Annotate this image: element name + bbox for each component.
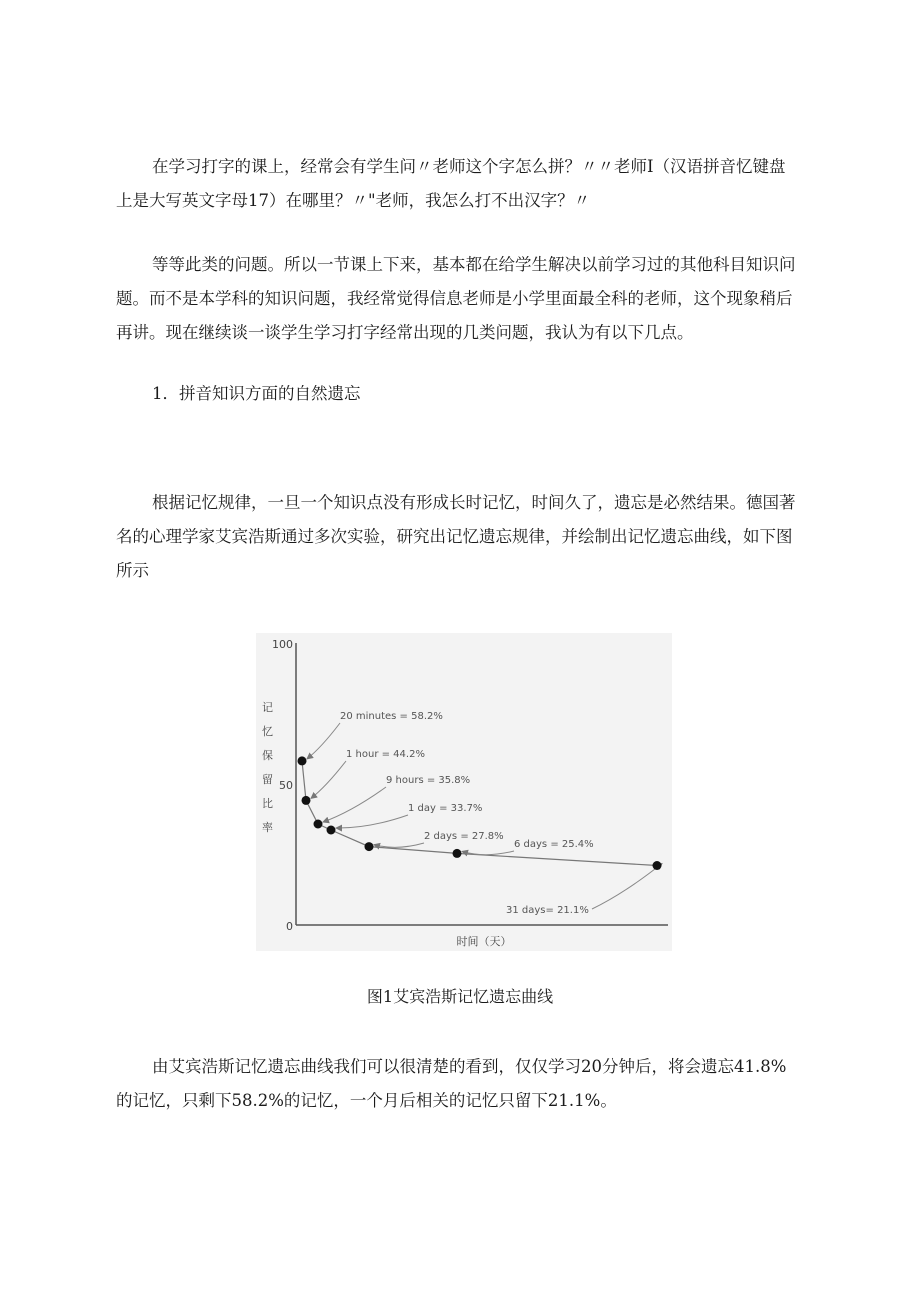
annotation-arrow (374, 843, 424, 847)
data-label: 20 minutes = 58.2% (340, 711, 443, 722)
forgetting-curve-figure (256, 633, 672, 951)
annotation-arrow (311, 761, 346, 798)
data-point (365, 842, 374, 851)
y-label-char: 留 (262, 773, 273, 786)
annotation-arrow (323, 787, 386, 822)
data-point (453, 849, 462, 858)
y-label-char: 忆 (262, 725, 273, 738)
paragraph-typing-questions (116, 150, 816, 218)
forgetting-curve-chart (256, 633, 672, 951)
heading-text: 1．拼音知识方面的自然遗忘 (152, 384, 361, 403)
data-label: 2 days = 27.8% (424, 831, 504, 842)
paragraph-conclusion (116, 1050, 816, 1118)
annotation-arrow (592, 863, 662, 909)
section-heading (116, 377, 816, 411)
data-point (298, 756, 307, 765)
y-label-char: 记 (262, 701, 273, 714)
text-line: 所示 (116, 561, 149, 580)
annotation-arrow (336, 815, 408, 828)
text-line: 由艾宾浩斯记忆遗忘曲线我们可以很清楚的看到，仅仅学习20分钟后，将会遗忘41.8% (152, 1057, 787, 1076)
data-label: 31 days= 21.1% (506, 905, 589, 916)
y-axis-label (262, 701, 273, 834)
text-line: 题。而不是本学科的知识问题，我经常觉得信息老师是小学里面最全科的老师，这个现象稍后 (116, 289, 793, 308)
text-line: 根据记忆规律，一旦一个知识点没有形成长时记忆，时间久了，遗忘是必然结果。德国著 (152, 493, 796, 512)
data-label: 1 day = 33.7% (408, 803, 483, 814)
text-line: 再讲。现在继续谈一谈学生学习打字经常出现的几类问题，我认为有以下几点。 (116, 323, 694, 342)
data-point (314, 820, 323, 829)
paragraph-other-subjects (116, 248, 816, 350)
y-tick-label-50: 50 (279, 779, 293, 792)
figure-caption: 图1艾宾浩斯记忆遗忘曲线 (366, 987, 554, 1006)
y-label-char: 保 (262, 749, 273, 762)
paragraph-memory-law (116, 486, 816, 588)
text-line: 上是大写英文字母17）在哪里？〃"老师，我怎么打不出汉字？〃 (116, 191, 591, 210)
y-tick-label-100: 100 (272, 638, 293, 651)
text-line: 等等此类的问题。所以一节课上下来，基本都在给学生解决以前学习过的其他科目知识问 (152, 255, 796, 274)
text-line: 名的心理学家艾宾浩斯通过多次实验，研究出记忆遗忘规律，并绘制出记忆遗忘曲线，如下图 (116, 527, 793, 546)
y-label-char: 比 (262, 797, 273, 810)
data-label: 9 hours = 35.8% (386, 775, 471, 786)
data-point (327, 826, 336, 835)
data-label: 6 days = 25.4% (514, 839, 594, 850)
data-label: 1 hour = 44.2% (346, 749, 425, 760)
annotation-arrow (307, 723, 340, 759)
y-tick-label-0: 0 (286, 920, 293, 933)
x-axis-label: 时间（天） (456, 935, 512, 948)
text-line: 的记忆，只剩下58.2%的记忆，一个月后相关的记忆只留下21.1%。 (116, 1091, 617, 1110)
data-point (302, 796, 311, 805)
y-label-char: 率 (262, 821, 273, 834)
text-line: 在学习打字的课上，经常会有学生问〃老师这个字怎么拼？〃〃老师I（汉语拼音忆键盘 (152, 157, 786, 176)
data-point (653, 861, 662, 870)
